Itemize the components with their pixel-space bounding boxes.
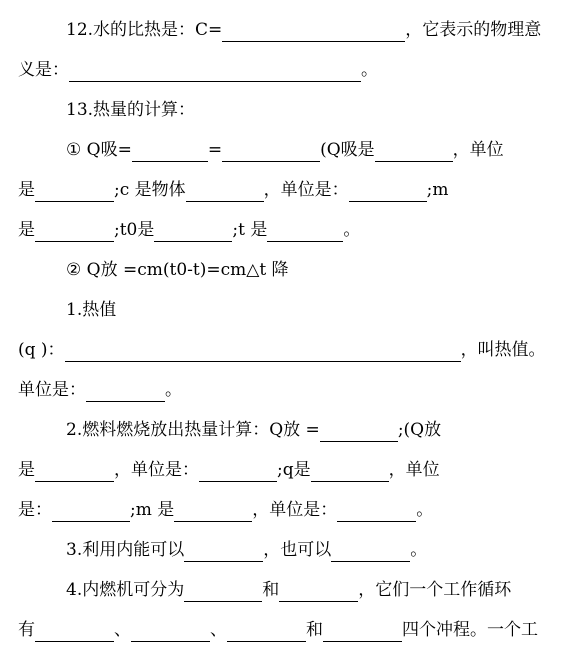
- text-line-7: [66, 258, 289, 282]
- line-13-text-b: ;m 是: [130, 500, 175, 520]
- blank-2[interactable]: [69, 63, 361, 82]
- text-line-1: [66, 18, 541, 42]
- text-line-10: [18, 378, 182, 402]
- line-15-text-b: 和: [262, 580, 280, 600]
- line-8-text-a: 1.热值: [66, 300, 117, 320]
- blank-1[interactable]: [222, 23, 405, 42]
- line-9-text-a: (q )：: [18, 340, 65, 360]
- text-line-4: [66, 138, 504, 162]
- line-1-text-b: ，它表示的物理意: [405, 20, 542, 40]
- line-15-text-c: ，它们一个工作循环: [358, 580, 512, 600]
- blank-14[interactable]: [320, 423, 398, 442]
- text-line-12: [18, 458, 440, 482]
- blank-10[interactable]: [154, 223, 232, 242]
- text-line-11: [66, 418, 441, 442]
- line-5-text-d: ;m: [426, 180, 449, 200]
- line-13-text-c: ，单位是：: [252, 500, 338, 520]
- line-6-text-b: ;t0是: [114, 220, 155, 240]
- blank-6[interactable]: [35, 183, 114, 202]
- blank-13[interactable]: [86, 383, 165, 402]
- line-3-text-a: 13.热量的计算：: [66, 100, 196, 120]
- line-13-text-d: 。: [416, 500, 434, 520]
- blank-15[interactable]: [35, 463, 114, 482]
- line-16-text-e: 四个冲程。一个工: [402, 620, 538, 640]
- line-2-text-b: 。: [361, 60, 378, 80]
- blank-22[interactable]: [331, 543, 410, 562]
- line-16-text-a: 有: [18, 620, 35, 640]
- blank-24[interactable]: [279, 583, 358, 602]
- blank-8[interactable]: [349, 183, 427, 202]
- line-16-text-c: 、: [210, 620, 227, 640]
- blank-27[interactable]: [227, 623, 306, 642]
- text-line-15: [66, 578, 511, 602]
- line-14-text-c: 。: [410, 540, 428, 560]
- text-line-9: [18, 338, 546, 362]
- line-4-text-b: =: [207, 140, 223, 160]
- line-16-text-d: 和: [306, 620, 323, 640]
- text-line-6: [18, 218, 360, 242]
- line-5-text-c: ，单位是：: [263, 180, 349, 200]
- line-5-text-b: ;c 是物体: [114, 180, 186, 200]
- blank-19[interactable]: [174, 503, 252, 522]
- text-line-14: [66, 538, 427, 562]
- line-10-text-a: 单位是：: [18, 380, 86, 400]
- blank-20[interactable]: [337, 503, 416, 522]
- blank-12[interactable]: [65, 343, 461, 362]
- line-12-text-c: ;q是: [277, 460, 311, 480]
- line-6-text-c: ;t 是: [232, 220, 268, 240]
- line-12-text-d: ，单位: [388, 460, 440, 480]
- blank-3[interactable]: [132, 143, 208, 162]
- line-12-text-b: ，单位是：: [114, 460, 199, 480]
- line-16-text-b: 、: [114, 620, 131, 640]
- blank-26[interactable]: [131, 623, 210, 642]
- blank-11[interactable]: [267, 223, 343, 242]
- text-line-3: [66, 98, 195, 122]
- line-15-text-a: 4.内燃机可分为: [66, 580, 185, 600]
- line-2-text-a: 义是：: [18, 60, 69, 80]
- blank-25[interactable]: [35, 623, 114, 642]
- line-6-text-a: 是: [18, 220, 35, 240]
- line-10-text-b: 。: [165, 380, 182, 400]
- text-line-2: [18, 58, 378, 82]
- line-6-text-d: 。: [343, 220, 361, 240]
- line-5-text-a: 是: [18, 180, 35, 200]
- text-line-16: [18, 618, 538, 642]
- line-1-text-a: 12.水的比热是：C=: [66, 20, 223, 40]
- blank-16[interactable]: [199, 463, 277, 482]
- line-4-text-a: ① Q吸=: [66, 140, 132, 160]
- line-12-text-a: 是: [18, 460, 35, 480]
- text-line-8: [66, 298, 116, 322]
- line-7-text-a: ② Q放 =cm(t0-t)=cm△t 降: [66, 260, 289, 280]
- blank-18[interactable]: [52, 503, 130, 522]
- blank-17[interactable]: [311, 463, 389, 482]
- line-4-text-c: (Q吸是: [320, 140, 375, 160]
- line-4-text-d: ，单位: [452, 140, 504, 160]
- line-14-text-b: ，也可以: [263, 540, 332, 560]
- blank-9[interactable]: [35, 223, 114, 242]
- blank-5[interactable]: [375, 143, 453, 162]
- text-line-13: [18, 498, 433, 522]
- line-13-text-a: 是：: [18, 500, 52, 520]
- line-11-text-a: 2.燃料燃烧放出热量计算：Q放 =: [66, 420, 320, 440]
- blank-21[interactable]: [184, 543, 263, 562]
- blank-4[interactable]: [222, 143, 320, 162]
- line-11-text-b: ;(Q放: [397, 420, 442, 440]
- line-9-text-b: ，叫热值。: [460, 340, 546, 360]
- text-line-5: [18, 178, 449, 202]
- blank-23[interactable]: [184, 583, 262, 602]
- blank-7[interactable]: [186, 183, 264, 202]
- line-14-text-a: 3.利用内能可以: [66, 540, 185, 560]
- blank-28[interactable]: [323, 623, 402, 642]
